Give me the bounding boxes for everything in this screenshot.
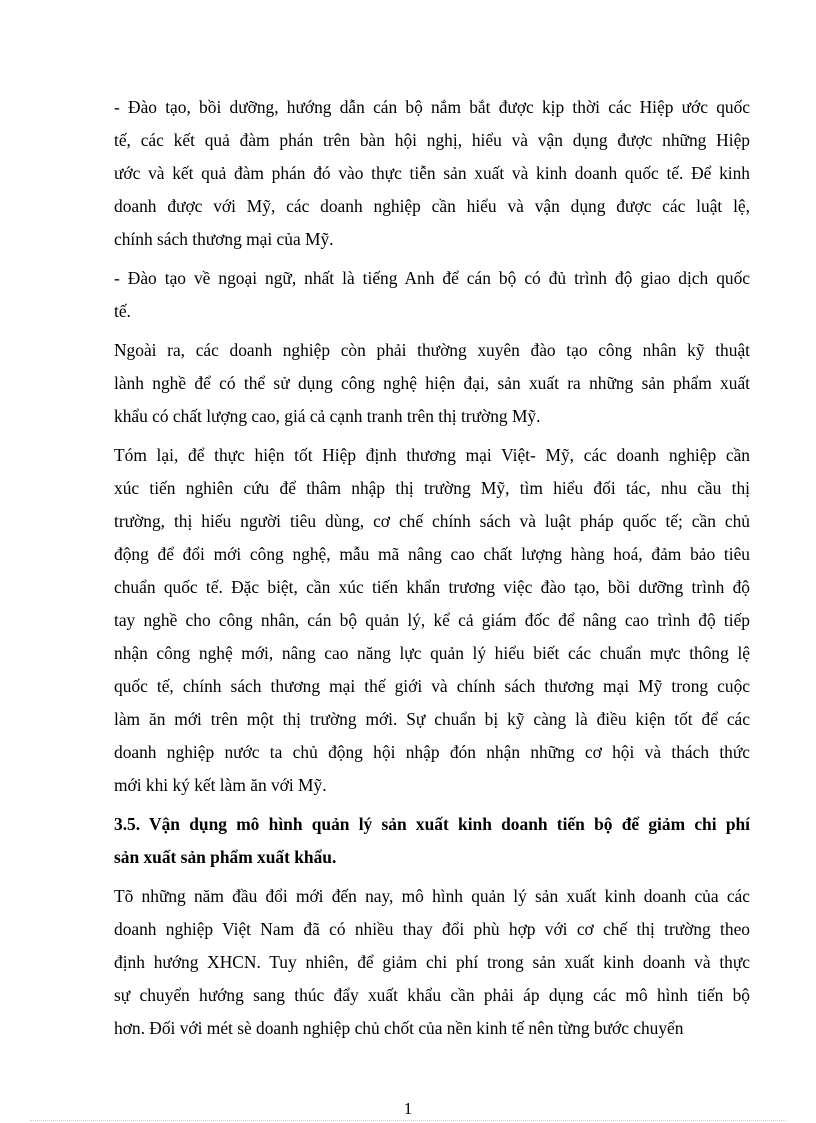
- text-line: Tõ những năm đầu đổi mới đến nay, mô hình quản lý sản xuất kinh doanh của các: [114, 886, 750, 906]
- text-line: 3.5. Vận dụng mô hình quản lý sản xuất kinh doanh tiến bộ để giảm chi phí: [114, 814, 750, 834]
- paragraph: [114, 334, 750, 433]
- paragraph: [114, 880, 750, 1045]
- text-line: Ngoài ra, các doanh nghiệp còn phải thường xuyên đào tạo công nhân kỹ thuật: [114, 340, 750, 360]
- text-line: mới khi ký kết làm ăn với Mỹ.: [114, 775, 327, 795]
- text-line: xúc tiến nghiên cứu để thâm nhập thị trường Mỹ, tìm hiểu đối tác, nhu cầu thị: [114, 478, 750, 498]
- text-line: doanh nghiệp nước ta chủ động hội nhập đón nhận những cơ hội và thách thức: [114, 742, 750, 762]
- text-line: lành nghề để có thể sử dụng công nghệ hiện đại, sản xuất ra những sản phẩm xuất: [114, 373, 750, 393]
- text-line: động để đổi mới công nghệ, mẫu mã nâng cao chất lượng hàng hoá, đảm bảo tiêu: [114, 544, 750, 564]
- text-line: định hướng XHCN. Tuy nhiên, để giảm chi phí trong sản xuất kinh doanh và thực: [114, 952, 750, 972]
- text-line: tay nghề cho công nhân, cán bộ quản lý, kể cả giám đốc để nâng cao trình độ tiếp: [114, 610, 750, 630]
- text-line: hơn. Đối với mét sè doanh nghiệp chủ chốt của nền kinh tế nên từng bước chuyển: [114, 1018, 684, 1038]
- text-line: Tóm lại, để thực hiện tốt Hiệp định thương mại Việt- Mỹ, các doanh nghiệp cần: [114, 445, 750, 465]
- text-line: ước và kết quả đàm phán đó vào thực tiễn sản xuất và kinh doanh quốc tế. Để kinh: [114, 163, 750, 183]
- text-line: chuẩn quốc tế. Đặc biệt, cần xúc tiến khẩn trương việc đào tạo, bồi dưỡng trình độ: [114, 577, 750, 597]
- text-line: doanh được với Mỹ, các doanh nghiệp cần hiểu và vận dụng được các luật lệ,: [114, 196, 750, 216]
- paragraph: [114, 439, 750, 802]
- text-line: trường, thị hiếu người tiêu dùng, cơ chế chính sách và luật pháp quốc tế; cần chủ: [114, 511, 750, 531]
- document-body: [114, 91, 750, 1045]
- text-line: khẩu có chất lượng cao, giá cả cạnh tranh trên thị trường Mỹ.: [114, 406, 541, 426]
- text-line: tế.: [114, 301, 131, 321]
- text-line: nhận công nghệ mới, nâng cao năng lực quản lý hiểu biết các chuẩn mực thông lệ: [114, 643, 750, 663]
- text-line: quốc tế, chính sách thương mại thế giới và chính sách thương mại Mỹ trong cuộc: [114, 676, 750, 696]
- text-line: tế, các kết quả đàm phán trên bàn hội nghị, hiểu và vận dụng được những Hiệp: [114, 130, 750, 150]
- paragraph: [114, 91, 750, 256]
- section-heading: [114, 808, 750, 874]
- footer-divider: [30, 1120, 786, 1121]
- text-line: doanh nghiệp Việt Nam đã có nhiều thay đổi phù hợp với cơ chế thị trường theo: [114, 919, 750, 939]
- text-line: chính sách thương mại của Mỹ.: [114, 229, 334, 249]
- text-line: sự chuyển hướng sang thúc đẩy xuất khẩu cần phải áp dụng các mô hình tiến bộ: [114, 985, 750, 1005]
- text-line: - Đào tạo, bồi dưỡng, hướng dẫn cán bộ nắm bắt được kịp thời các Hiệp ước quốc: [114, 97, 750, 117]
- text-line: - Đào tạo về ngoại ngữ, nhất là tiếng Anh để cán bộ có đủ trình độ giao dịch quốc: [114, 268, 750, 288]
- paragraph: [114, 262, 750, 328]
- text-line: sản xuất sản phẩm xuất khẩu.: [114, 847, 337, 867]
- text-line: làm ăn mới trên một thị trường mới. Sự chuẩn bị kỹ càng là điều kiện tốt để các: [114, 709, 750, 729]
- page-number: 1: [403, 1099, 413, 1118]
